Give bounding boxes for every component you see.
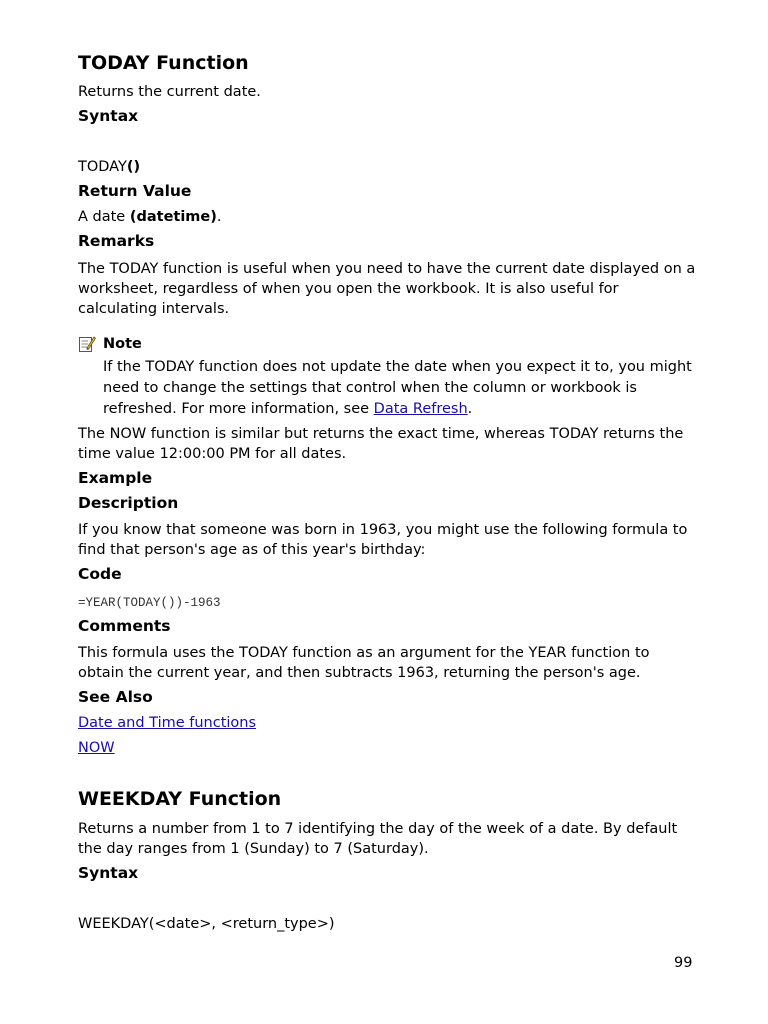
description-heading: Description	[78, 494, 179, 512]
weekday-syntax-heading: Syntax	[78, 864, 139, 882]
note-end: .	[467, 401, 473, 417]
today-remarks-heading: Remarks	[78, 232, 155, 250]
comments-text: This formula uses the TODAY function as an argument for the YEAR function to obtain the current year, and then subtracts 1963, returning the person's age.	[78, 645, 650, 681]
note-title: Note	[103, 336, 142, 352]
note-text	[103, 357, 693, 420]
data-refresh-link[interactable]: Data Refresh	[373, 401, 468, 417]
note-body: If the TODAY function does not update the date when you expect it to, you might need to change the settings that control when the column or workbook is refreshed. For more information, see	[103, 359, 692, 417]
weekday-title: WEEKDAY Function	[78, 788, 282, 810]
weekday-syntax-args: (<date>, <return_type>)	[148, 916, 335, 932]
example-heading: Example	[78, 469, 153, 487]
today-title: TODAY Function	[78, 52, 249, 74]
document-page	[78, 0, 718, 1024]
note-pencil-icon	[78, 335, 96, 353]
today-syntax-name: TODAY	[78, 159, 127, 175]
return-type: (datetime)	[129, 209, 217, 225]
weekday-summary: Returns a number from 1 to 7 identifying the day of the week of a date. By default the day ranges from 1 (Sunday) to 7 (Saturday).	[78, 821, 678, 857]
today-syntax	[78, 157, 698, 177]
see-also-link-date-time[interactable]: Date and Time functions	[78, 715, 257, 731]
page-number: 99	[674, 955, 693, 971]
today-return-heading: Return Value	[78, 182, 192, 200]
comments-heading: Comments	[78, 617, 171, 635]
return-suffix: .	[216, 209, 222, 225]
see-also-link-now[interactable]: NOW	[78, 740, 115, 756]
today-remarks-paragraph: The TODAY function is useful when you need to have the current date displayed on a worksheet, regardless of when you open the workbook. It is also useful for calculating intervals.	[78, 261, 696, 317]
code-sample: =YEAR(TODAY())-1963	[78, 596, 221, 610]
today-summary: Returns the current date.	[78, 84, 261, 100]
see-also-heading: See Also	[78, 688, 153, 706]
today-remarks-paragraph-2: The NOW function is similar but returns the exact time, whereas TODAY returns the time value 12:00:00 PM for all dates.	[78, 426, 684, 462]
weekday-syntax	[78, 914, 698, 934]
today-syntax-parens: ()	[126, 159, 141, 175]
description-text: If you know that someone was born in 1963, you might use the following formula to find that person's age as of this year's birthday:	[78, 522, 688, 558]
weekday-syntax-name: WEEKDAY	[78, 916, 149, 932]
return-prefix: A date	[78, 209, 130, 225]
today-return-text	[78, 207, 698, 227]
today-syntax-heading: Syntax	[78, 107, 139, 125]
code-heading: Code	[78, 565, 122, 583]
